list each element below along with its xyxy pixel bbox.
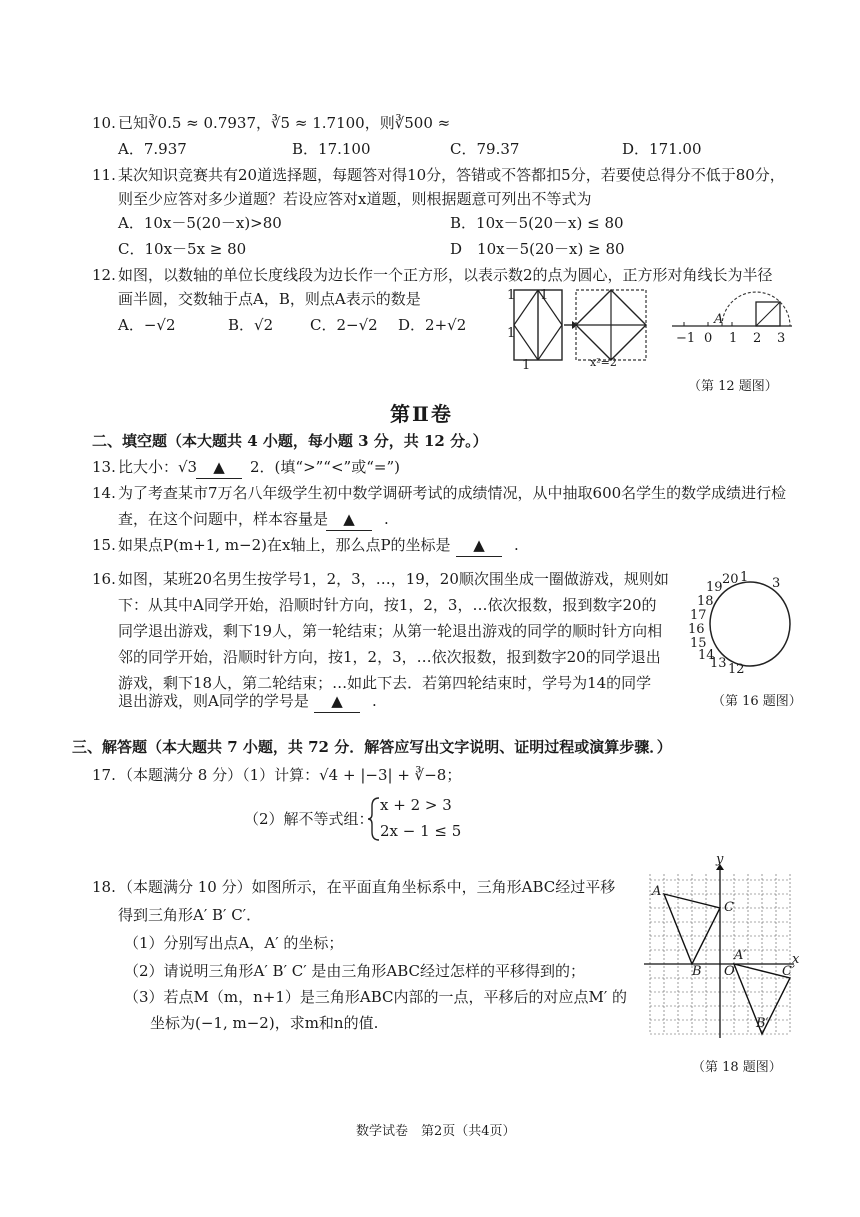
q18-fig-label-x: x (792, 952, 800, 967)
q16-line3: 同学退出游戏，剩下19人，第一轮结束；从第一轮退出游戏的同学的顺时针方向相 (118, 622, 663, 640)
q18-fig-label-A: A (652, 884, 662, 899)
page-footer: 数学试卷 第2页（共4页） (356, 1124, 516, 1139)
q16-caption: （第 16 题图） (712, 694, 802, 709)
q17-brace (368, 796, 380, 842)
q11-option-c: C．10x－5x ≥ 80 (118, 240, 247, 258)
q12-fig-label-x2: x²=2 (590, 356, 617, 369)
q14-number: 14. (92, 484, 116, 502)
q18-fig-label-C: C (724, 900, 734, 915)
q18-sub1: （1）分别写出点A，A′ 的坐标； (124, 934, 344, 952)
q11-option-a: A．10x－5(20－x)>80 (118, 214, 282, 232)
q18-sub3b: 坐标为(−1, m−2)，求m和n的值. (150, 1014, 379, 1032)
q18-caption: （第 18 题图） (692, 1060, 782, 1075)
q12-option-a: A．−√2 (118, 316, 176, 334)
q15-number: 15. (92, 536, 116, 554)
q12-axis-label-0: 0 (704, 331, 713, 346)
section3-heading: 三、解答题（本大题共 7 小题，共 72 分．解答应写出文字说明、证明过程或演算步骤．） (72, 738, 672, 756)
q14-line2: 查，在这个问题中，样本容量是 (118, 510, 329, 528)
q10-number: 10. (92, 114, 116, 132)
q10-option-a: A．7.937 (118, 140, 187, 158)
q17-number: 17. (92, 766, 116, 784)
q18-fig-label-Cp: C′ (782, 964, 795, 979)
q12-axis-label-1: 1 (729, 331, 738, 346)
q16-circle-label-1: 1 (740, 570, 749, 585)
q18-fig-label-y: y (716, 852, 724, 867)
q12-axis-label-m1: −1 (676, 331, 696, 346)
q16-end: . (372, 692, 377, 710)
q18-fig-label-Bp: B′ (756, 1016, 769, 1031)
q16-line1: 如图，某班20名男生按学号1，2，3，…，19，20顺次围坐成一圈做游戏，规则如 (118, 570, 669, 588)
q12-option-d: D．2+√2 (398, 316, 467, 334)
q17-inequality-1: x + 2 > 3 (380, 796, 452, 814)
section2-heading: 二、填空题（本大题共 4 小题，每小题 3 分，共 12 分。） (92, 432, 488, 450)
q16-circle-label-16: 16 (688, 622, 705, 637)
q12-fig-label-one-c: 1 (540, 288, 549, 303)
q11-stem-line2: 则至少应答对多少道题？若设应答对x道题，则根据题意可列出不等式为 (118, 190, 592, 208)
q18-number: 18. (92, 878, 116, 896)
q13-text-b: 2．(填“>”“<”或“=”) (250, 458, 400, 476)
q11-option-b: B．10x－5(20－x) ≤ 80 (450, 214, 624, 232)
q12-axis-label-3: 3 (777, 331, 786, 346)
q14-end: . (384, 510, 389, 528)
q12-axis-label-2: 2 (753, 331, 762, 346)
q10-option-b: B．17.100 (292, 140, 371, 158)
q18-sub3: （3）若点M（m，n+1）是三角形ABC内部的一点，平移后的对应点M′ 的 (124, 988, 628, 1006)
q16-circle-label-14: 14 (698, 648, 715, 663)
q16-circle-label-13: 13 (710, 656, 727, 671)
q12-stem-line1: 如图，以数轴的单位长度线段为边长作一个正方形，以表示数2的点为圆心，正方形对角线长为半径 (118, 266, 773, 284)
q15-end: . (514, 536, 519, 554)
q16-circle-label-15: 15 (690, 636, 707, 651)
q16-line4: 邻的同学开始，沿顺时针方向，按1，2，3，…依次报数，报到数字20的同学退出 (118, 648, 661, 666)
q16-circle-label-3: 3 (772, 576, 781, 591)
q11-stem-line1: 某次知识竞赛共有20道选择题，每题答对得10分，答错或不答都扣5分，若要使总得分不低于80分， (118, 166, 785, 184)
q13-blank: ▲ (196, 456, 242, 479)
q13-number: 13. (92, 458, 116, 476)
q16-circle-label-20: 20 (722, 572, 739, 587)
q16-circle-label-17: 17 (690, 608, 707, 623)
q18-sub2: （2）请说明三角形A′ B′ C′ 是由三角形ABC经过怎样的平移得到的； (124, 962, 586, 980)
q12-fig-label-A: A (714, 312, 724, 327)
q12-fig-label-one-b: 1 (507, 326, 516, 341)
q18-coordinate-grid (644, 866, 794, 1038)
q16-circle-label-18: 18 (697, 594, 714, 609)
q18-line2: 得到三角形A′ B′ C′． (118, 906, 262, 924)
q12-option-b: B．√2 (228, 316, 274, 334)
q15-blank: ▲ (456, 534, 502, 557)
q16-circle-label-19: 19 (706, 580, 723, 595)
q12-stem-line2: 画半圆，交数轴于点A，B，则点A表示的数是 (118, 290, 421, 308)
q14-line1: 为了考查某市7万名八年级学生初中数学调研考试的成绩情况，从中抽取600名学生的数学成绩进行检 (118, 484, 787, 502)
q12-option-c: C．2−√2 (310, 316, 378, 334)
q18-fig-label-B: B (692, 964, 702, 979)
q17-part2-label: （2）解不等式组： (244, 810, 374, 828)
q16-blank: ▲ (314, 690, 360, 713)
q16-line2: 下：从其中A同学开始，沿顺时针方向，按1，2，3，…依次报数，报到数字20的 (118, 596, 657, 614)
q11-number: 11. (92, 166, 116, 184)
q18-fig-label-Ap: A′ (734, 948, 747, 963)
part2-title: 第Ⅱ卷 (390, 402, 453, 426)
q10-option-c: C．79.37 (450, 140, 520, 158)
q18-line1: （本题满分 10 分）如图所示，在平面直角坐标系中，三角形ABC经过平移 (118, 878, 616, 896)
q10-option-d: D．171.00 (622, 140, 702, 158)
q12-fig-label-one-d: 1 (522, 358, 531, 373)
q11-option-d: D 10x－5(20－x) ≥ 80 (450, 240, 625, 258)
q17-part1: （本题满分 8 分）（1）计算：√4 + |−3| + ∛−8； (118, 766, 462, 784)
q13-text-a: 比大小：√3 (118, 458, 198, 476)
q14-blank: ▲ (326, 508, 372, 531)
q12-caption: （第 12 题图） (688, 379, 778, 394)
q12-number: 12. (92, 266, 116, 284)
q10-stem: 已知∛0.5 ≈ 0.7937，∛5 ≈ 1.7100，则∛500 ≈ (118, 114, 451, 132)
q16-line5: 游戏，剩下18人，第二轮结束；…如此下去．若第四轮结束时，学号为14的同学 (118, 674, 652, 692)
q16-circle-label-12: 12 (728, 662, 745, 677)
q12-fig-label-one-a: 1 (507, 288, 516, 303)
q16-number: 16. (92, 570, 116, 588)
q17-inequality-2: 2x − 1 ≤ 5 (380, 822, 462, 840)
q15-text: 如果点P(m+1, m−2)在x轴上，那么点P的坐标是 (118, 536, 451, 554)
q16-line6: 退出游戏，则A同学的学号是 (118, 692, 309, 710)
q18-fig-label-O: O (724, 964, 735, 979)
